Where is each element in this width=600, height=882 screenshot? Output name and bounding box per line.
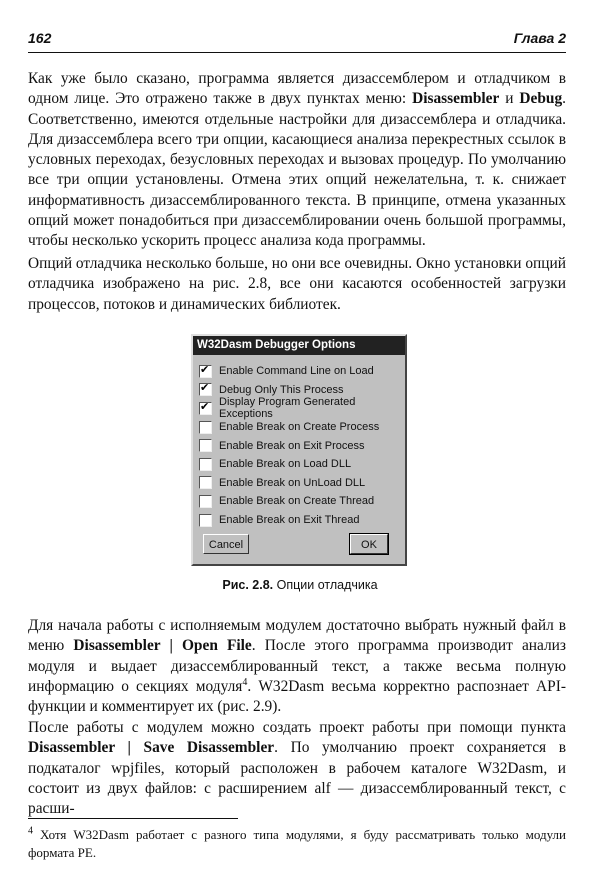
option-label: Debug Only This Process <box>219 383 344 396</box>
paragraph-3: Для начала работы с исполняемым модулем достаточно выбрать нужный файл в меню Disassembler | Open File. После этого программа производит анализ модуля и выдает дизассемблированный текст, а также весьма полную информацию о секциях модуля$^4$. W32Dasm весьма корректно распознает API-функции и комментирует их (рис. 2.9). <box>28 617 567 716</box>
options-list <box>199 362 401 529</box>
option-label: Enable Break on Load DLL <box>219 458 352 471</box>
option-checkbox[interactable] <box>199 476 212 489</box>
option-label: Enable Break on Exit Process <box>219 439 365 452</box>
option-checkbox[interactable] <box>199 439 212 452</box>
footnote-rule <box>28 818 238 819</box>
option-row[interactable] <box>199 455 401 474</box>
option-row[interactable] <box>199 436 401 455</box>
option-checkbox[interactable] <box>199 514 212 527</box>
option-row[interactable] <box>199 474 401 493</box>
option-row[interactable] <box>199 362 401 381</box>
option-label: Enable Break on UnLoad DLL <box>219 476 366 489</box>
paragraph-4: После работы с модулем можно создать проект работы при помощи пункта Disassembler | Save Disassembler. По умолчанию проект сохраняется в подкаталог wpjfiles, который расположен в рабочем каталоге W32Dasm, и состоит из двух файлов: с расширением alf — дизассемблированный текст, с расши- <box>28 719 567 818</box>
option-label: Enable Break on Create Thread <box>219 495 375 508</box>
option-checkbox[interactable] <box>199 495 212 508</box>
page-header <box>28 30 566 50</box>
option-row[interactable] <box>199 511 401 530</box>
figure-number: Рис. 2.8. <box>222 578 274 592</box>
option-row[interactable] <box>199 418 401 437</box>
option-checkbox[interactable] <box>199 458 212 471</box>
paragraph-1: Как уже было сказано, программа является дизассемблером и отладчиком в одном лице. Это отражено также в двух пунктах меню: Disassembler и Debug. Соответственно, имеются отдельные настройки для дизассемблера и отладчика. Для дизассемблера всего три опции, касающиеся анализа перекрестных ссылок в условных переходах, безусловных переходах и вызовах процедур. По умолчанию все три опции установлены. Отмена этих опций нежелательна, т. к. снижает информативность дизассемблированного текста. В принципе, отмена указанных опций может понадобиться при дизассемблировании очень большой программы, чтобы несколько ускорить процесс анализа кода программы. <box>28 70 566 250</box>
cancel-button[interactable]: Cancel <box>203 534 249 554</box>
option-checkbox[interactable] <box>199 365 212 378</box>
option-checkbox[interactable] <box>199 383 212 396</box>
debugger-options-dialog <box>191 334 407 566</box>
option-label: Enable Break on Create Process <box>219 421 380 434</box>
option-row[interactable] <box>199 492 401 511</box>
chapter-title: Глава 2 <box>513 30 566 46</box>
page-number: 162 <box>28 30 52 46</box>
option-label: Enable Break on Exit Thread <box>219 514 360 527</box>
option-row[interactable] <box>199 396 401 421</box>
option-label: Enable Command Line on Load <box>219 365 374 378</box>
dialog-title: W32Dasm Debugger Options <box>193 336 405 355</box>
option-label: Display Program Generated Exceptions <box>219 396 356 421</box>
ok-button[interactable]: OK <box>350 534 388 554</box>
figure-caption: Рис. 2.8. Опции отладчика <box>222 578 378 592</box>
header-rule <box>28 52 566 53</box>
paragraph-2: Опций отладчика несколько больше, но они все очевидны. Окно установки опций отладчика изображено на рис. 2.8, все они касаются особенностей загрузки процессов, потоков и динамических библиотек. <box>28 255 566 313</box>
footnote: $^4$ Хотя W32Dasm работает с разного типа модулями, я буду рассматривать только модули формата PE. <box>28 825 566 860</box>
option-checkbox[interactable] <box>199 421 212 434</box>
option-checkbox[interactable] <box>199 402 212 415</box>
